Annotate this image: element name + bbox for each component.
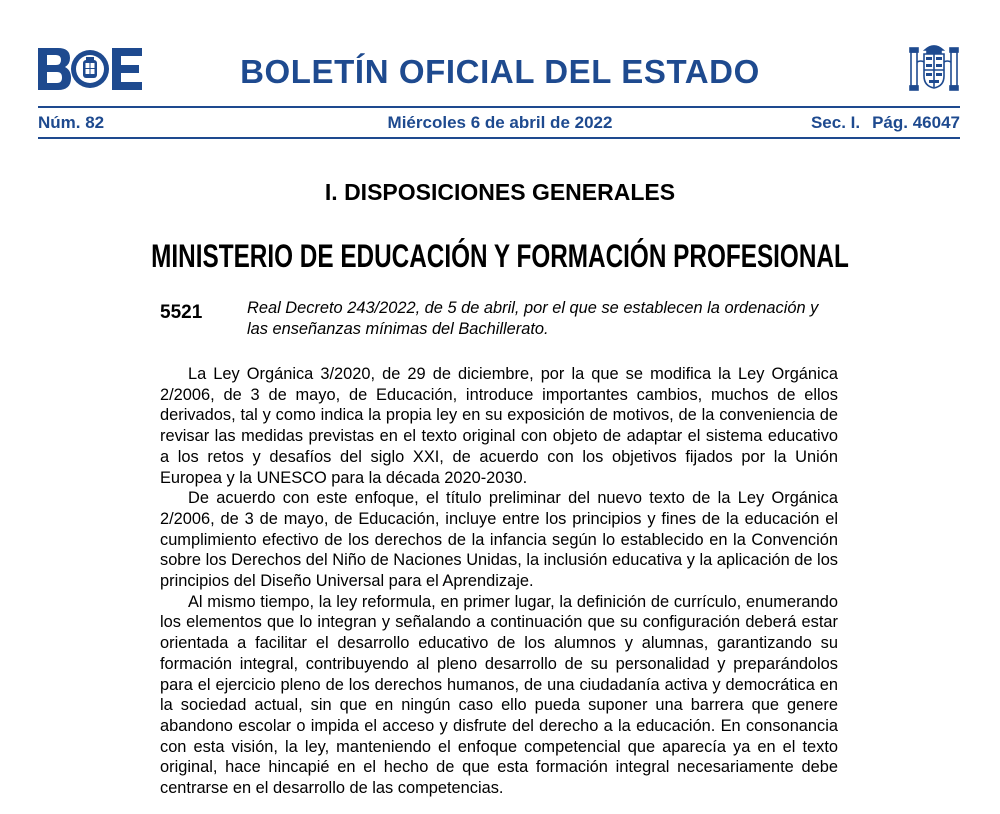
body-paragraph: Al mismo tiempo, la ley reformula, en primer lugar, la definición de currículo, enumerando los elementos que lo integran y señalando a continuación que su configuración deberá estar orientada a facilitar el desarrollo educativo de los alumnos y alumnas, garantizando su formación integral, contribuyendo al pleno desarrollo de su personalidad y preparándolos para el ejercicio pleno de los derechos humanos, de una ciudadanía activa y democrática en la sociedad actual, sin que en ningún caso ello pueda suponer una barrera que genere abandono escolar o impida el acceso y disfrute del derecho a la educación. En consonancia con esta visión, la ley, manteniendo el enfoque competencial que aparecía ya en el texto original, hace hincapié en el hecho de que esta formación integral necesariamente debe centrarse en el desarrollo de las competencias. bbox=[160, 592, 838, 798]
header-divider-bottom bbox=[38, 137, 960, 139]
section-heading: I. DISPOSICIONES GENERALES bbox=[324, 179, 676, 205]
section-label: Sec. I. bbox=[810, 113, 861, 132]
document-number: 5521 bbox=[160, 302, 203, 323]
issue-date: Miércoles 6 de abril de 2022 bbox=[387, 113, 613, 132]
header-divider-top bbox=[38, 106, 960, 108]
ministry-heading-text: MINISTERIO DE EDUCACIÓN Y FORMACIÓN PROFESIONAL bbox=[151, 238, 849, 274]
document-summary: Real Decreto 243/2022, de 5 de abril, por el que se establecen la ordenación y las enseñanzas mínimas del Bachillerato. bbox=[247, 299, 819, 338]
body-paragraph: La Ley Orgánica 3/2020, de 29 de diciembre, por la que se modifica la Ley Orgánica 2/2006, de 3 de mayo, de Educación, introduce importantes cambios, muchos de ellos derivados, tal y como indica la propia ley en su exposición de motivos, de la conveniencia de revisar las medidas previstas en el texto original con objeto de adaptar el sistema educativo a los retos y desafíos del siglo XXI, de acuerdo con los objetivos fijados por la Unión Europea y la UNESCO para la década 2020-2030. bbox=[160, 365, 838, 487]
section-page-info bbox=[811, 112, 960, 134]
ministry-heading bbox=[0, 234, 1000, 278]
body-paragraph: De acuerdo con este enfoque, el título preliminar del nuevo texto de la Ley Orgánica 2/2006, de 3 de mayo, de Educación, incluye entre los principios y fines de la educación el cumplimiento efectivo de los derechos de la infancia según lo establecido en la Convención sobre los Derechos del Niño de Naciones Unidas, la inclusión educativa y la aplicación de los principios del Diseño Universal para el Aprendizaje. bbox=[160, 489, 838, 591]
coat-of-arms-icon bbox=[908, 40, 960, 96]
boe-logo bbox=[38, 48, 142, 90]
gazette-title: BOLETÍN OFICIAL DEL ESTADO bbox=[240, 53, 760, 90]
issue-number: Núm. 82 bbox=[38, 113, 105, 132]
document-body bbox=[160, 364, 838, 799]
page-label: Pág. 46047 bbox=[872, 113, 960, 132]
